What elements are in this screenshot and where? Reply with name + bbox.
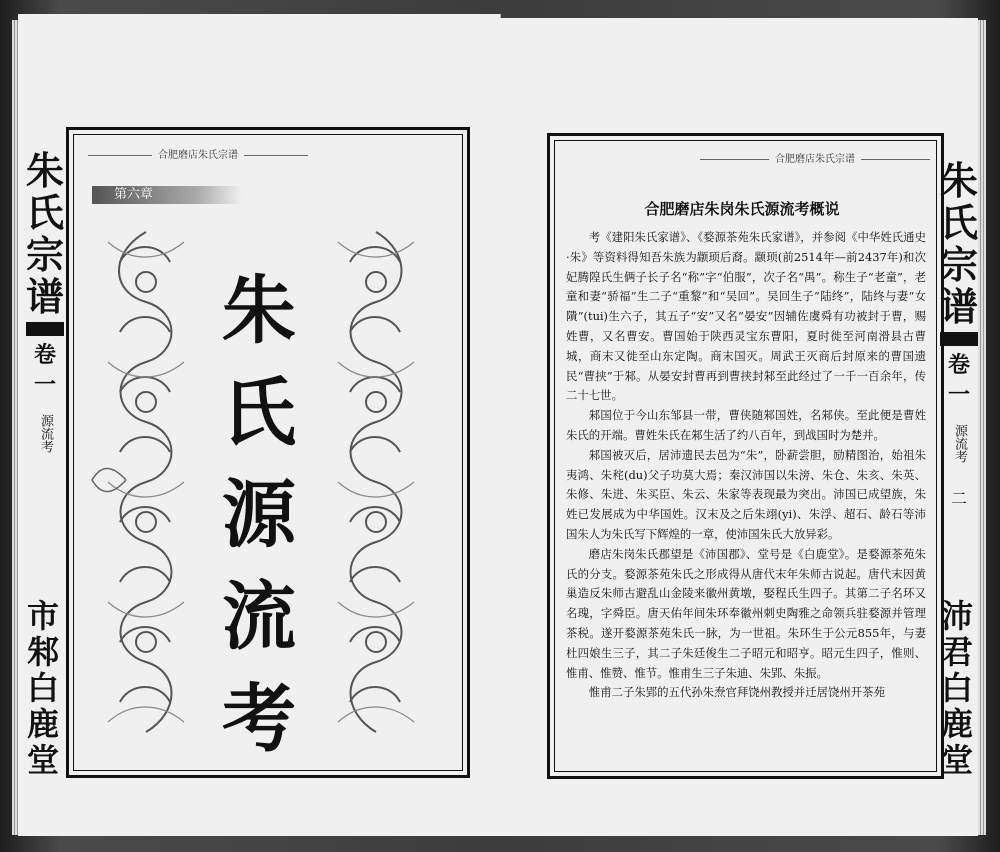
big-title-char: 氏 bbox=[222, 370, 296, 456]
big-title-char: 朱 bbox=[222, 268, 296, 354]
right-page-header bbox=[700, 150, 930, 168]
right-publisher-char: 堂 bbox=[940, 741, 973, 779]
left-spine-publisher bbox=[24, 598, 62, 778]
right-spine-volume: 卷一 bbox=[947, 352, 970, 408]
left-spine-title-char: 宗 bbox=[26, 233, 65, 277]
left-spine-band bbox=[26, 322, 64, 336]
left-publisher-char: 堂 bbox=[26, 741, 59, 779]
left-publisher-char: 鹿 bbox=[26, 705, 59, 743]
right-page-number: 二 bbox=[950, 489, 967, 508]
body-paragraph: 考《建阳朱氏家谱》、《婺源茶苑朱氏家谱》，并参阅《中华姓氏通史·朱》等资料得知吾朱族为颛顼后裔。颛顼(前2514年—前2437年)和次妃腾隍氏生俩子长子名“称”字“伯服”，次子名“禺”。称生子“老童”，老童和妻“骄福”生二子“重黎”和“吴回”。吴回生子“陆终”，陆终与妻“女隤”(tui)生六子，其五子“安”又名“晏安”因辅佐虞舜有功被封于曹，赐姓曹，又名曹安。曹国始于陕西灵宝东曹阳，夏时徙至河南滑县古曹城，商末又徙至山东定陶。商末国灭。周武王灭商后封原来的曹国遗民“曹挟”于邾。从晏安封曹再到曹挟封邾至此经过了一千一百余年，传二十七世。 bbox=[566, 230, 926, 403]
left-flourish-icon bbox=[88, 450, 128, 510]
right-publisher-char: 鹿 bbox=[940, 705, 973, 743]
left-spine-title-char: 氏 bbox=[26, 191, 65, 235]
left-spine-volume: 卷一 bbox=[33, 342, 56, 398]
left-publisher-char: 邾 bbox=[26, 633, 59, 671]
body-paragraph: 邾国位于今山东邹县一带，曹侠随邾国姓，名邾侠。至此便是曹姓朱氏的开端。曹姓朱氏在邾生活了约八百年，到战国时为楚并。 bbox=[566, 408, 926, 442]
big-title-char: 源 bbox=[222, 472, 296, 558]
right-spine-section: 源流考 bbox=[952, 424, 967, 463]
right-publisher-char: 白 bbox=[940, 669, 973, 707]
document-title: 合肥磨店朱岗朱氏源流考概说 bbox=[644, 200, 840, 218]
document-body bbox=[566, 228, 926, 703]
body-paragraph: 惟甫二子朱郢的五代孙朱焘官拜饶州教授并迁居饶州开茶苑 bbox=[588, 685, 885, 700]
left-page-header bbox=[88, 146, 308, 164]
chapter-label: 第六章 bbox=[92, 186, 242, 204]
body-paragraph: 邾国被灭后，居沛遗民去邑为“朱”，卧薪尝胆，励精图治，始祖朱夷鸿、朱秺(du)父子功莫大焉；秦汉沛国以朱滂、朱仓、朱亥、朱英、朱修、朱进、朱买臣、朱云、朱家等表现最为突出。沛国已成望族，朱姓已发展成为中华国姓。汉末及之后朱翊(yi)、朱浮、超石、龄石等沛国朱人为朱氏写下辉煌的一章，使沛国朱氏大放异彩。 bbox=[566, 447, 926, 541]
right-spine-title-char: 朱 bbox=[940, 159, 979, 203]
big-title-char: 流 bbox=[222, 574, 296, 660]
right-publisher-char: 沛 bbox=[940, 597, 973, 635]
left-spine-section: 源流考 bbox=[38, 414, 53, 453]
left-header-text: 合肥磨店朱氏宗谱 bbox=[152, 150, 244, 161]
big-title-char: 考 bbox=[222, 676, 296, 762]
chapter-big-title bbox=[214, 260, 304, 770]
right-spine-label bbox=[940, 160, 978, 507]
right-spine-title-char: 氏 bbox=[940, 201, 979, 245]
left-spine-label bbox=[26, 150, 64, 453]
left-spine-title-char: 朱 bbox=[26, 149, 65, 193]
right-header-text: 合肥磨店朱氏宗谱 bbox=[769, 154, 861, 165]
left-publisher-char: 白 bbox=[26, 669, 59, 707]
body-paragraph: 磨店朱岗朱氏郡望是《沛国郡》、堂号是《白鹿堂》。是婺源茶苑朱氏的分支。婺源茶苑朱氏之形成得从唐代末年朱师古说起。唐代末因黄巢造反朱师古避乱山金陵来徽州黄墩，娶程氏生四子。其第二子名环又名瑰，字舜臣。唐天佑年间朱环奉徽州刺史陶雅之命领兵驻婺源并管理茶税。遂开婺源茶苑朱氏一脉，为一世祖。朱环生于公元855年，与妻杜四娘生三子，其二子朱廷俊生二子昭元和昭亨。昭元生四子，惟则、惟甫、惟赞、惟节。惟甫生三子朱迪、朱郢、朱振。 bbox=[566, 546, 926, 680]
right-spine-title-char: 宗 bbox=[940, 243, 979, 287]
right-spine-title-char: 谱 bbox=[940, 285, 979, 329]
right-spine-publisher bbox=[938, 598, 976, 778]
right-publisher-char: 君 bbox=[940, 633, 973, 671]
right-dragon-ornament-icon bbox=[330, 222, 422, 742]
right-spine-band bbox=[940, 332, 978, 346]
left-spine-title-char: 谱 bbox=[26, 275, 65, 319]
left-publisher-char: 市 bbox=[26, 597, 59, 635]
